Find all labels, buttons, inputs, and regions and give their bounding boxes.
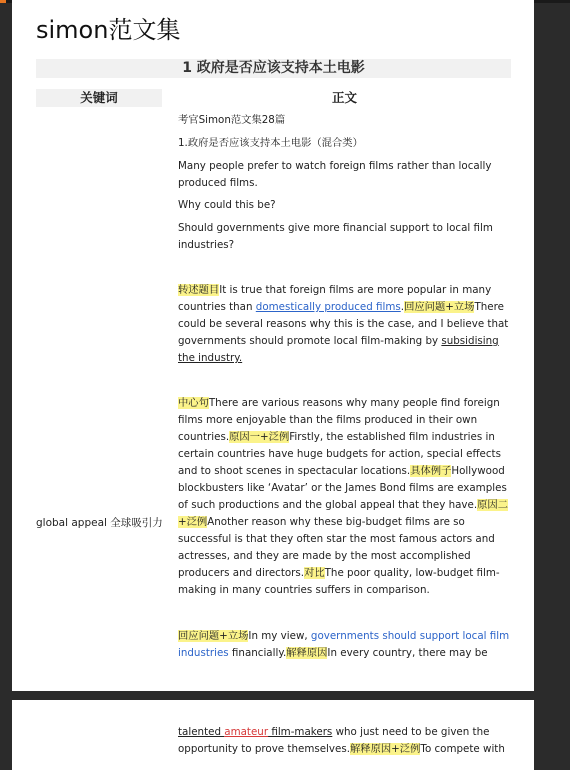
annotation-tag: 解释原因: [286, 647, 328, 659]
question-1-text: Many people prefer to watch foreign films rather than locally produced films.: [178, 160, 492, 189]
keyword-cell: global appeal 全球吸引力: [36, 517, 163, 529]
keyword-column-header: 关键词: [36, 89, 162, 107]
paragraph-text: who just need to be given the: [332, 726, 490, 738]
vocab-red: amateur: [224, 726, 269, 738]
vocab-link[interactable]: domestically produced films: [255, 301, 401, 313]
source-line: [178, 112, 511, 129]
annotation-tag: 原因二+泛例: [178, 499, 509, 528]
intro-text-1: It is true that foreign films are more popular in many countries than: [178, 284, 492, 313]
paragraph-text: There are various reasons why many people find foreign films more enjoyable than the films produced in their own countries.: [178, 397, 500, 443]
annotation-tag: 回应问题+立场: [404, 301, 475, 313]
paragraph-text: financially.: [228, 647, 287, 659]
annotation-tag: 转述题目: [178, 284, 220, 296]
body-paragraph-1: [178, 395, 511, 599]
question-3: [178, 220, 511, 254]
paragraph-text: opportunity to prove themselves.: [178, 743, 350, 755]
annotation-tag: 回应问题+立场: [178, 630, 249, 642]
paragraph-text: Another reason why these big-budget films are so successful is that they often star the most famous actors and actresses, and they are made by the most accomplished producers and directors.: [178, 516, 495, 579]
paragraph-text: Hollywood blockbusters like ‘Avatar’ or the James Bond films are examples of such productions and the global appeal that they have.: [178, 465, 507, 511]
paragraph-text: talented: [178, 726, 225, 738]
question-2: [178, 197, 511, 214]
vocab-link[interactable]: subsidising the industry.: [178, 335, 499, 364]
topic-line: [178, 135, 511, 152]
topic-text: 1.政府是否应该支持本土电影（混合类）: [178, 137, 363, 149]
document-page-2: [12, 700, 534, 770]
section-title: 1 政府是否应该支持本土电影: [36, 59, 511, 78]
page-2-paragraph: [178, 724, 511, 758]
body-paragraph-2: [178, 628, 511, 662]
intro-text-3: There could be several reasons why this is the case, and I believe that governments should promote local film-making by: [178, 301, 509, 347]
vocab-link[interactable]: governments should support local film industries: [178, 630, 510, 659]
document-page-1: [12, 0, 534, 691]
source-text: 考官Simon范文集28篇: [178, 114, 286, 126]
annotation-tag: 对比: [304, 567, 325, 579]
annotation-tag: 具体例子: [410, 465, 452, 477]
question-3-text: Should governments give more financial support to local film industries?: [178, 222, 493, 251]
paragraph-text: To compete with: [420, 743, 505, 755]
question-2-text: Why could this be?: [178, 199, 276, 211]
accent-mark: [0, 0, 6, 3]
paragraph-text: In every country, there may be: [327, 647, 488, 659]
intro-paragraph: [178, 282, 511, 367]
intro-text-2: .: [400, 301, 405, 313]
annotation-tag: 中心句: [178, 397, 209, 409]
question-1: [178, 158, 511, 192]
paragraph-text: The poor quality, low-budget film-making in many countries suffers in comparison.: [178, 567, 500, 596]
paragraph-text: film-makers: [268, 726, 333, 738]
annotation-tag: 原因一+泛例: [229, 431, 290, 443]
paragraph-text: In my view,: [248, 630, 311, 642]
document-title: simon范文集: [36, 16, 181, 44]
paragraph-text: Firstly, the established film industries in certain countries have huge budgets for action, special effects and to shoot scenes in spectacular locations.: [178, 431, 501, 477]
annotation-tag: 解释原因+泛例: [349, 743, 421, 755]
body-column-header: 正文: [331, 90, 357, 105]
